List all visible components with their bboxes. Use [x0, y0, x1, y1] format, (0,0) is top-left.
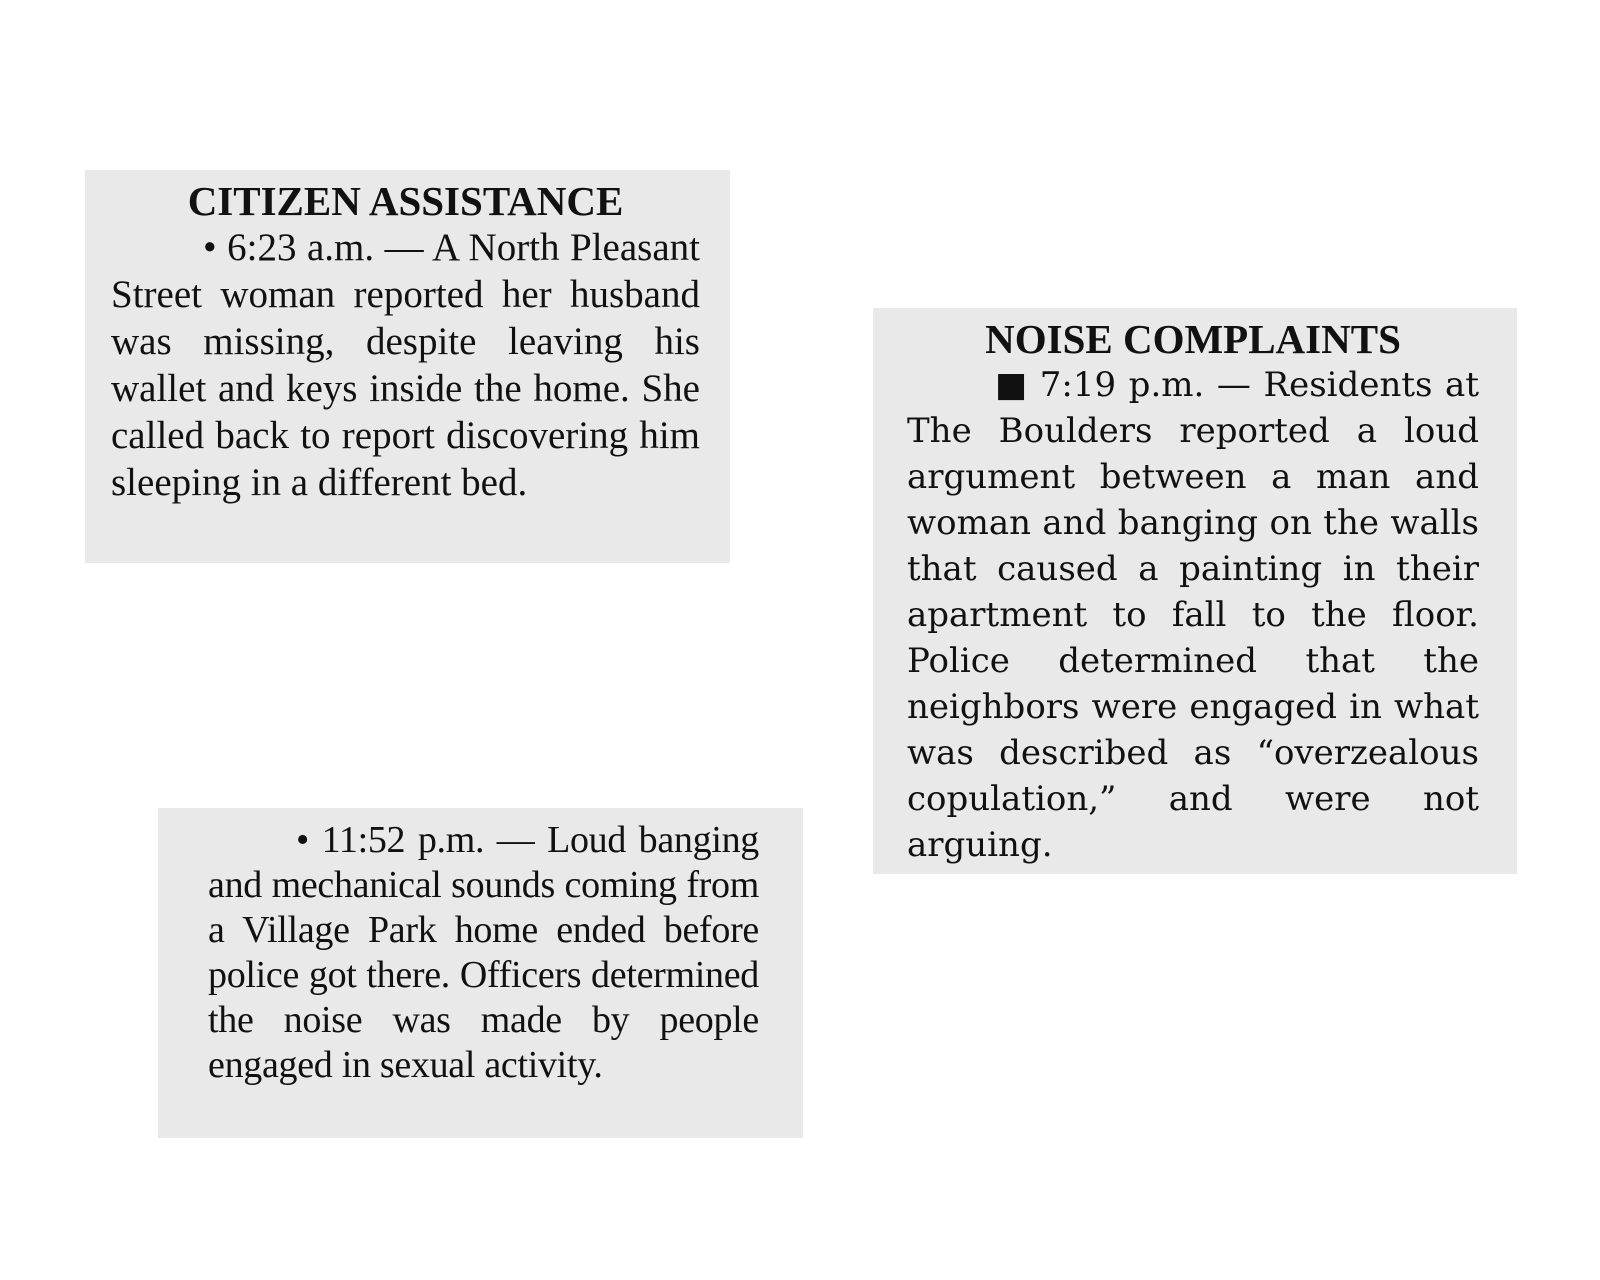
clipping-text: [907, 362, 1479, 868]
citizen-assistance-clipping: [85, 170, 730, 563]
bullet-icon: •: [203, 226, 217, 269]
noise-complaints-clipping: [873, 308, 1517, 874]
square-bullet-icon: ■: [995, 365, 1028, 405]
clipping-text: [208, 818, 759, 1088]
clipping-body: 6:23 a.m. — A North Pleasant Street woman reported her husband was missing, despite leaving his wallet and keys inside the home. She called back to report discovering him sleeping in a different bed.: [111, 226, 700, 504]
bullet-icon: •: [296, 819, 310, 861]
clipping-heading: CITIZEN ASSISTANCE: [187, 178, 624, 224]
late-night-noise-clipping: [158, 808, 803, 1138]
clipping-heading: NOISE COMPLAINTS: [985, 316, 1401, 362]
clipping-text: [111, 224, 700, 506]
clipping-body: 7:19 p.m. — Residents at The Boulders reported a loud argument between a man and woman and banging on the walls that caused a painting in their apartment to fall to the floor. Police determined that the neighbors were engaged in what was described as “overzealous copulation,” and were not arguing.: [907, 365, 1479, 865]
clipping-body: 11:52 p.m. — Loud banging and mechanical sounds coming from a Village Park home ended before police got there. Officers determined the noise was made by people engaged in sexual activity.: [208, 819, 759, 1086]
